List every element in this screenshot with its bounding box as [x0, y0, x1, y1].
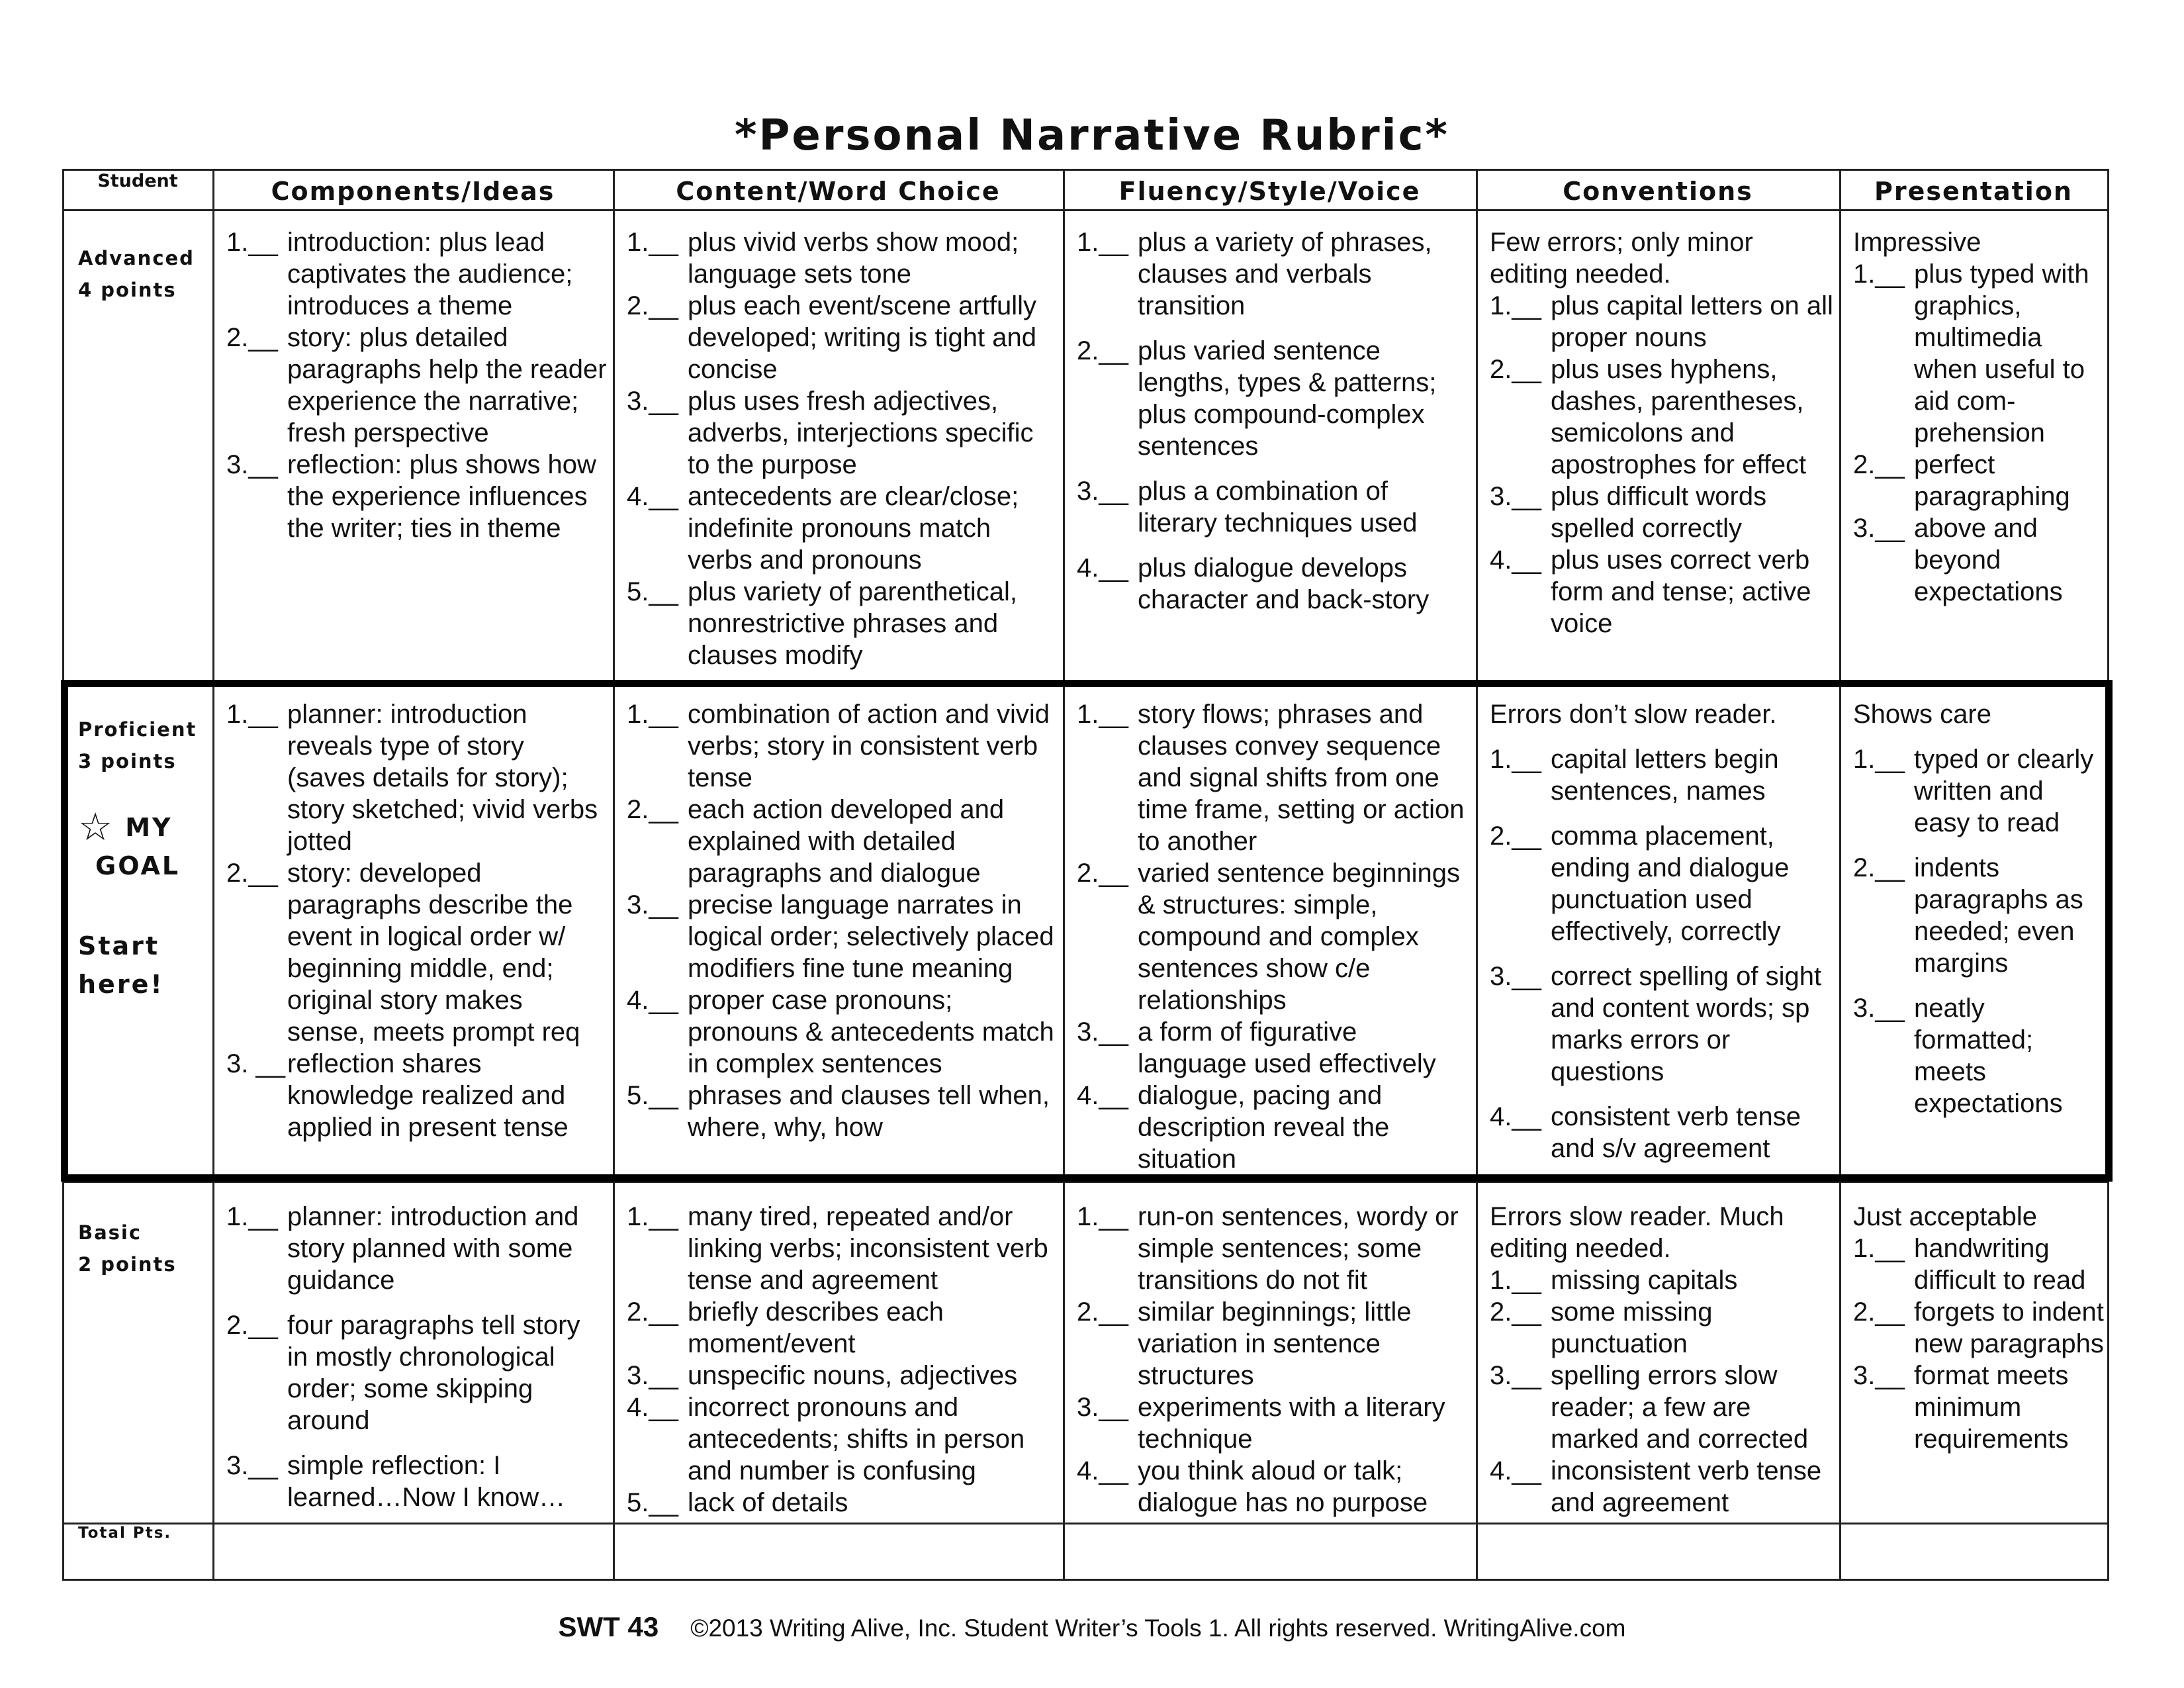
- cell-advanced-conventions: [1490, 226, 1837, 639]
- rubric-item: 4.__ proper case pronouns; pronouns & antecedents match in complex sentences: [627, 986, 1054, 1078]
- rubric-item: 3.__ correct spelling of sight and content words; sp marks errors or questions: [1490, 962, 1822, 1086]
- rubric-item: 2.__ forgets to indent new paragraphs: [1853, 1297, 2104, 1358]
- cell-basic-presentation: [1853, 1201, 2105, 1455]
- rubric-item: 3.__ format meets minimum requirements: [1853, 1361, 2069, 1454]
- cell-advanced-presentation: [1853, 226, 2105, 608]
- cell-lead: Few errors; only minor editing needed.: [1490, 228, 1753, 289]
- rubric-item: 5.__ plus variety of parenthetical, nonrestrictive phrases and clauses modify: [627, 577, 1018, 670]
- cell-proficient-content: [627, 698, 1057, 1143]
- rubric-item: 3.__ spelling errors slow reader; a few are marked and corrected: [1490, 1361, 1809, 1454]
- rubric-item: 3.__ plus difficult words spelled correctly: [1490, 482, 1767, 543]
- level-points: 3 points: [78, 750, 177, 773]
- cell-proficient-presentation: [1853, 698, 2105, 1119]
- cell-lead: Just acceptable: [1853, 1202, 2037, 1231]
- rubric-item: 2.__ some missing punctuation: [1490, 1297, 1713, 1358]
- rubric-item: 1.__ missing capitals: [1490, 1266, 1738, 1295]
- rubric-item: 2.__ story: developed paragraphs describe the event in logical order w/ beginning middle, end; original story makes sense, meets prompt req: [226, 859, 580, 1047]
- cell-advanced-content: [627, 226, 1057, 671]
- level-points: 4 points: [78, 279, 177, 301]
- footer-code: SWT 43: [558, 1611, 659, 1642]
- student-header: Student: [97, 171, 178, 191]
- header-presentation: Presentation: [1874, 177, 2073, 206]
- level-name: Proficient: [78, 718, 197, 741]
- rubric-item: 3.__ plus uses fresh adjectives, adverbs, interjections specific to the purpose: [627, 387, 1034, 479]
- grid-line-bottom: [62, 1579, 2109, 1581]
- footer-copyright: ©2013 Writing Alive, Inc. Student Writer’s Tools 1. All rights reserved. WritingAlive.com: [690, 1615, 1626, 1642]
- cell-basic-content: [627, 1201, 1057, 1519]
- rubric-item: 3.__ precise language narrates in logical order; selectively placed modifiers fine tune meaning: [627, 890, 1054, 983]
- rubric-item: 3.__ experiments with a literary technique: [1077, 1393, 1445, 1454]
- rubric-item: 2.__ plus each event/scene artfully developed; writing is tight and concise: [627, 291, 1036, 384]
- rubric-item: 2.__ perfect paragraphing: [1853, 450, 2070, 511]
- rubric-item: 4.__ dialogue, pacing and description reveal the situation: [1077, 1081, 1390, 1174]
- rubric-item: 1.__ planner: introduction reveals type of story (saves details for story); story sketched; vivid verbs jotted: [226, 700, 598, 856]
- rubric-item: 1.__ plus capital letters on all proper nouns: [1490, 291, 1833, 352]
- rubric-item: 2.__ each action developed and explained with detailed paragraphs and dialogue: [627, 795, 1005, 888]
- level-name: Basic: [78, 1221, 142, 1244]
- cell-proficient-components: [226, 698, 607, 1143]
- goal-line1: MY: [125, 813, 173, 842]
- rubric-item: 1.__ combination of action and vivid verbs; story in consistent verb tense: [627, 700, 1050, 792]
- rubric-item: 2.__ four paragraphs tell story in mostly chronological order; some skipping around: [226, 1311, 580, 1435]
- level-points: 2 points: [78, 1253, 177, 1276]
- rubric-item: 2.__ plus uses hyphens, dashes, parentheses, semicolons and apostrophes for effect: [1490, 355, 1807, 479]
- cell-advanced-fluency: [1077, 226, 1471, 616]
- rubric-item: 1.__ plus vivid verbs show mood; language sets tone: [627, 228, 1019, 289]
- level-proficient: [78, 714, 197, 777]
- rubric-item: 4.__ plus dialogue develops character and back-story: [1077, 553, 1430, 614]
- rubric-item: 3.__ reflection: plus shows how the experience influences the writer; ties in theme: [226, 450, 596, 543]
- rubric-item: 4.__ plus uses correct verb form and tense; active voice: [1490, 545, 1811, 638]
- rubric-item: 3. __ reflection shares knowledge realized and applied in present tense: [226, 1049, 569, 1142]
- level-advanced: [78, 242, 195, 306]
- rubric-item: 2.__ briefly describes each moment/event: [627, 1297, 944, 1358]
- rubric-item: 3.__ unspecific nouns, adjectives: [627, 1361, 1018, 1390]
- rubric-item: 2.__ story: plus detailed paragraphs help the reader experience the narrative; fresh perspective: [226, 323, 607, 447]
- star-icon: ☆: [78, 804, 114, 849]
- level-basic: [78, 1217, 177, 1280]
- cell-basic-components: [226, 1201, 607, 1513]
- cell-proficient-fluency: [1077, 698, 1471, 1175]
- rubric-item: 4.__ consistent verb tense and s/v agreement: [1490, 1102, 1801, 1163]
- rubric-title: *Personal Narrative Rubric*: [735, 111, 1449, 160]
- rubric-item: 2.__ plus varied sentence lengths, types & patterns; plus compound-complex sentences: [1077, 336, 1437, 461]
- rubric-item: 4.__ incorrect pronouns and antecedents; shifts in person and number is confusing: [627, 1393, 1025, 1485]
- cell-lead: Shows care: [1853, 700, 1991, 729]
- total-points-label: Total Pts.: [78, 1524, 172, 1542]
- rubric-item: 1.__ planner: introduction and story planned with some guidance: [226, 1202, 579, 1295]
- cell-basic-fluency: [1077, 1201, 1471, 1519]
- rubric-item: 5.__ lack of details: [627, 1488, 848, 1517]
- rubric-item: 3.__ a form of figurative language used effectively: [1077, 1017, 1436, 1078]
- rubric-item: 1.__ handwriting difficult to read: [1853, 1234, 2086, 1295]
- goal-line2: GOAL: [95, 851, 181, 880]
- cell-lead: Errors don’t slow reader.: [1490, 700, 1777, 729]
- rubric-item: 2.__ indents paragraphs as needed; even margins: [1853, 853, 2083, 978]
- rubric-item: 1.__ plus a variety of phrases, clauses and verbals transition: [1077, 228, 1432, 320]
- rubric-item: 1.__ capital letters begin sentences, names: [1490, 745, 1779, 806]
- header-components: Components/Ideas: [271, 177, 555, 206]
- rubric-item: 1.__ typed or clearly written and easy to read: [1853, 745, 2094, 837]
- page-footer: [0, 1611, 2184, 1643]
- rubric-item: 3.__ neatly formatted; meets expectations: [1853, 994, 2063, 1118]
- start-line1: Start: [78, 931, 160, 961]
- level-name: Advanced: [78, 247, 195, 269]
- rubric-item: 3.__ simple reflection: I learned…Now I know…: [226, 1451, 566, 1512]
- rubric-item: 1.__ plus typed with graphics, multimedia when useful to aid com-prehension: [1853, 259, 2089, 447]
- rubric-item: 4.__ inconsistent verb tense and agreement: [1490, 1456, 1822, 1517]
- rubric-item: 2.__ varied sentence beginnings & structures: simple, compound and complex sentences show c/e relationships: [1077, 859, 1461, 1015]
- header-fluency: Fluency/Style/Voice: [1118, 177, 1421, 206]
- rubric-item: 1.__ introduction: plus lead captivates the audience; introduces a theme: [226, 228, 573, 320]
- start-line2: here!: [78, 970, 164, 999]
- start-here-label: [78, 927, 164, 1004]
- my-goal-label: [78, 804, 181, 885]
- cell-advanced-components: [226, 226, 607, 544]
- cell-proficient-conventions: [1490, 698, 1837, 1164]
- rubric-item: 1.__ run-on sentences, wordy or simple sentences; some transitions do not fit: [1077, 1202, 1459, 1295]
- grid-line-top: [62, 169, 2109, 171]
- rubric-item: 1.__ story flows; phrases and clauses convey sequence and signal shifts from one time frame, setting or action to another: [1077, 700, 1465, 856]
- rubric-item: 3.__ above and beyond expectations: [1853, 514, 2063, 606]
- cell-basic-conventions: [1490, 1201, 1837, 1519]
- header-content: Content/Word Choice: [676, 177, 1001, 206]
- rubric-item: 3.__ plus a combination of literary techniques used: [1077, 477, 1418, 538]
- rubric-item: 1.__ many tired, repeated and/or linking verbs; inconsistent verb tense and agreement: [627, 1202, 1048, 1295]
- rubric-item: 4.__ you think aloud or talk; dialogue has no purpose: [1077, 1456, 1428, 1517]
- rubric-item: 2.__ comma placement, ending and dialogue punctuation used effectively, correctly: [1490, 821, 1790, 946]
- cell-lead: Impressive: [1853, 228, 1981, 257]
- rubric-item: 5.__ phrases and clauses tell when, where, why, how: [627, 1081, 1050, 1142]
- header-conventions: Conventions: [1563, 177, 1753, 206]
- rubric-item: 2.__ similar beginnings; little variation in sentence structures: [1077, 1297, 1412, 1390]
- grid-line-total-top: [62, 1523, 2109, 1524]
- cell-lead: Errors slow reader. Much editing needed.: [1490, 1202, 1784, 1263]
- rubric-item: 4.__ antecedents are clear/close; indefinite pronouns match verbs and pronouns: [627, 482, 1019, 575]
